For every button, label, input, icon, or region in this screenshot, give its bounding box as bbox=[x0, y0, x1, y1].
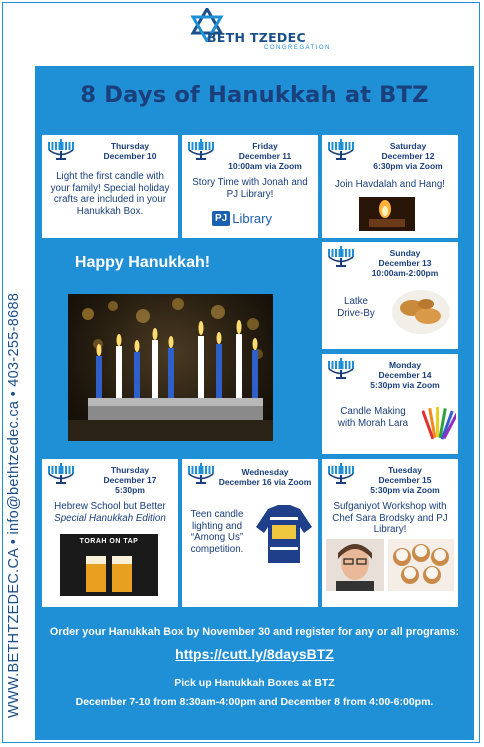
event-day: Sunday bbox=[389, 248, 421, 258]
menorah-icon bbox=[47, 463, 75, 485]
pj-logo-text: Library bbox=[232, 211, 272, 226]
event-card-sat12 bbox=[322, 135, 458, 238]
event-description: Join Havdalah and Hang! bbox=[334, 179, 446, 190]
havdalah-candle-image bbox=[359, 197, 415, 231]
event-day: Thursday bbox=[110, 141, 150, 151]
brand-subtitle: CONGREGATION bbox=[264, 45, 331, 51]
menorah-icon bbox=[327, 358, 355, 380]
event-description: Light the first candle with your family! Special holiday crafts are included in your Hanukkah Box. bbox=[50, 171, 170, 217]
event-card-thu17 bbox=[42, 459, 178, 607]
event-description-line2: with Morah Lara bbox=[337, 418, 409, 429]
event-card-wed16 bbox=[182, 459, 318, 607]
event-date: December 12 bbox=[381, 151, 435, 161]
event-date: December 15 bbox=[378, 475, 432, 485]
event-description-line1: Candle Making bbox=[340, 406, 406, 417]
menorah-icon bbox=[187, 463, 215, 485]
event-day: Tuesday bbox=[388, 465, 422, 475]
event-time: 6:30pm via Zoom bbox=[373, 161, 443, 171]
header bbox=[0, 0, 484, 62]
event-card-mon14 bbox=[322, 354, 458, 454]
event-card-fri11 bbox=[182, 135, 318, 238]
menorah-candles-image bbox=[68, 294, 273, 441]
event-card-tue15 bbox=[322, 459, 458, 607]
order-text: Order your Hanukkah Box by November 30 and register for any or all programs: bbox=[49, 626, 460, 638]
event-day: Thursday bbox=[110, 465, 150, 475]
event-date: December 13 bbox=[378, 258, 432, 268]
torah-on-tap-image bbox=[60, 534, 158, 596]
event-description-line1: Hebrew School but Better bbox=[54, 501, 166, 512]
registration-link[interactable]: https://cutt.ly/8daysBTZ bbox=[175, 646, 334, 662]
torah-on-tap-label: TORAH ON TAP bbox=[79, 538, 139, 545]
event-day: Saturday bbox=[389, 141, 427, 151]
event-description-line1: Latke bbox=[344, 296, 368, 307]
event-day: Wednesday bbox=[241, 467, 289, 477]
event-description: Teen candle lighting and “Among Us” competition. bbox=[190, 509, 244, 555]
menorah-photo bbox=[68, 294, 273, 441]
event-description: Sufganiyot Workshop with Chef Sara Brodsky and PJ Library! bbox=[332, 501, 448, 535]
beer-glasses-icon bbox=[80, 552, 138, 596]
hanukkah-sweater-image bbox=[254, 503, 314, 565]
event-day: Friday bbox=[252, 141, 278, 151]
pj-library-logo bbox=[212, 211, 272, 226]
pickup-dates-text: December 7-10 from 8:30am-4:00pm and December 8 from 4:00-6:00pm. bbox=[75, 696, 434, 708]
event-date: December 11 bbox=[238, 151, 292, 161]
event-date: December 16 via Zoom bbox=[218, 477, 312, 487]
latke-image bbox=[390, 286, 452, 336]
colored-candles-image bbox=[422, 404, 456, 444]
menorah-icon bbox=[187, 139, 215, 161]
event-date: December 10 bbox=[103, 151, 157, 161]
event-time: 5:30pm via Zoom bbox=[370, 380, 440, 390]
contact-vertical-text: WWW.BETHTZEDEC.CA • info@bethtzedec.ca • 403-255-8688 bbox=[6, 292, 22, 718]
event-date: December 17 bbox=[103, 475, 157, 485]
event-time: 10:00am-2:00pm bbox=[371, 268, 439, 278]
event-card-thu10 bbox=[42, 135, 178, 238]
sufganiyot-donuts-image bbox=[388, 539, 454, 591]
happy-hanukkah-heading: Happy Hanukkah! bbox=[74, 254, 211, 271]
chef-portrait-image bbox=[326, 539, 384, 591]
pickup-text: Pick up Hanukkah Boxes at BTZ bbox=[174, 677, 335, 689]
event-time: 5:30pm via Zoom bbox=[370, 485, 440, 495]
pj-logo-mark: PJ bbox=[212, 211, 230, 226]
event-description-line2: Drive-By bbox=[337, 308, 375, 319]
main-panel bbox=[35, 66, 474, 740]
event-day: Monday bbox=[388, 360, 422, 370]
menorah-icon bbox=[327, 139, 355, 161]
event-description-line2: Special Hanukkah Edition bbox=[54, 513, 166, 524]
page-title: 8 Days of Hanukkah at BTZ bbox=[80, 82, 429, 108]
event-description: Story Time with Jonah and PJ Library! bbox=[192, 177, 308, 200]
menorah-icon bbox=[327, 463, 355, 485]
event-card-sun13 bbox=[322, 242, 458, 349]
event-time: 5:30pm bbox=[115, 485, 145, 495]
event-date: December 14 bbox=[378, 370, 432, 380]
menorah-icon bbox=[327, 246, 355, 268]
event-time: 10:00am via Zoom bbox=[228, 161, 302, 171]
brand-name: BETH TZEDEC bbox=[207, 30, 306, 45]
menorah-icon bbox=[47, 139, 75, 161]
